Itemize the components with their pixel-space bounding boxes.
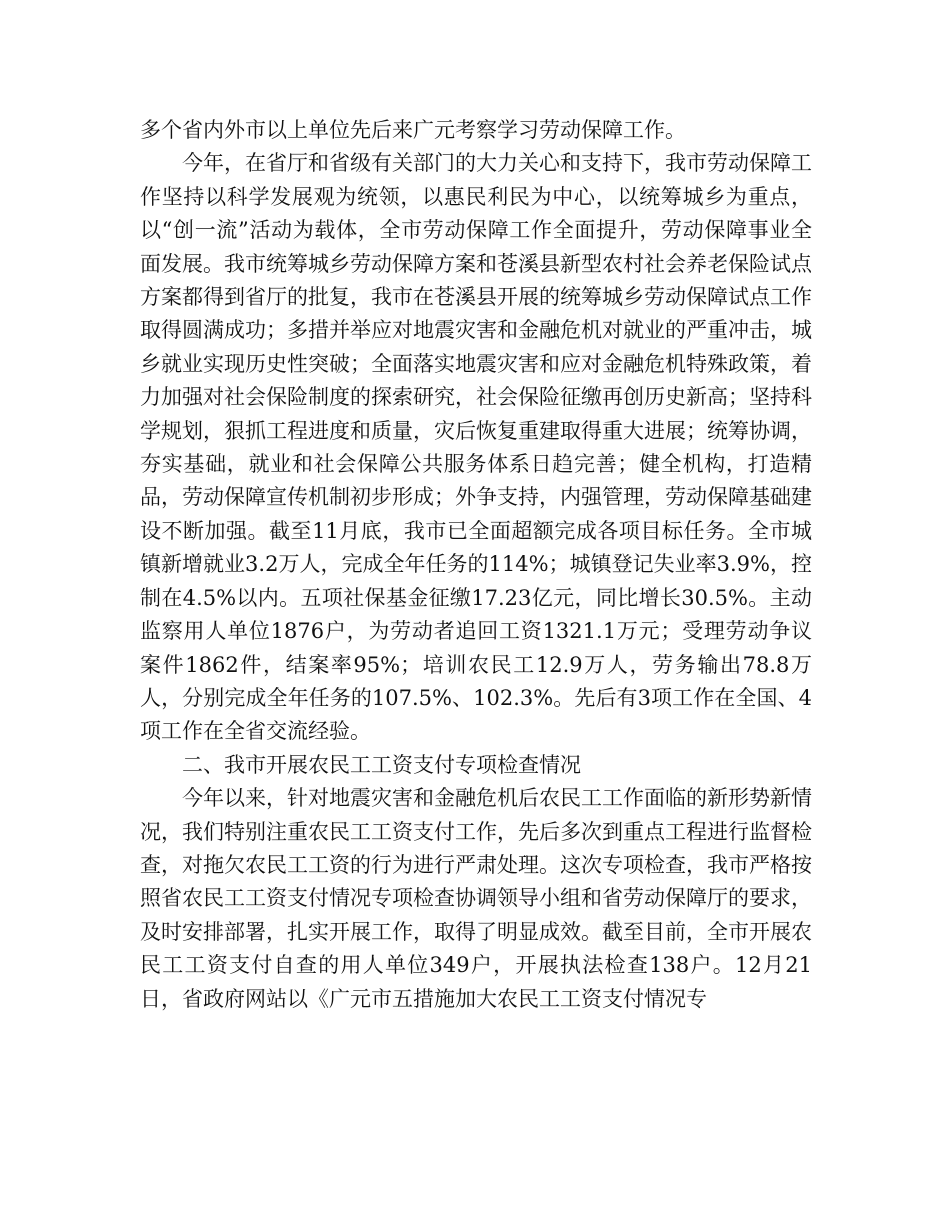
- paragraph-wage-inspection: 今年以来，针对地震灾害和金融危机后农民工工作面临的新形势新情况，我们特别注重农民工工资支付工作，先后多次到重点工程进行监督检查，对拖欠农民工工资的行为进行严肃处理。这次专项检查，我市严格按照省农民工工资支付情况专项检查协调领导小组和省劳动保障厅的要求，及时安排部署，扎实开展工作，取得了明显成效。截至目前，全市开展农民工工资支付自查的用人单位349户，开展执法检查138户。12月21日，省政府网站以《广元市五措施加大农民工工资支付情况专: [140, 786, 812, 1011]
- paragraph-annual-summary: 今年，在省厅和省级有关部门的大力关心和支持下，我市劳动保障工作坚持以科学发展观为统领，以惠民利民为中心，以统筹城乡为重点，以“创一流”活动为载体，全市劳动保障工作全面提升，劳动保障事业全面发展。我市统筹城乡劳动保障方案和苍溪县新型农村社会养老保险试点方案都得到省厅的批复，我市在苍溪县开展的统筹城乡劳动保障试点工作取得圆满成功；多措并举应对地震灾害和金融危机对就业的严重冲击，城乡就业实现历史性突破；全面落实地震灾害和应对金融危机特殊政策，着力加强对社会保险制度的探索研究，社会保险征缴再创历史新高；坚持科学规划，狠抓工程进度和质量，灾后恢复重建取得重大进展；统筹协调，夯实基础，就业和社会保障公共服务体系日趋完善；健全机构，打造精品，劳动保障宣传机制初步形成；外争支持，内强管理，劳动保障基础建设不断加强。截至11月底，我市已全面超额完成各项目标任务。全市城镇新增就业3.2万人，完成全年任务的114%；城镇登记失业率3.9%，控制在4.5%以内。五项社保基金征缴17.23亿元，同比增长30.5%。主动监察用人单位1876户，为劳动者追回工资1321.1万元；受理劳动争议案件1862件，结案率95%；培训农民工12.9万人，劳务输出78.8万人，分别完成全年任务的107.5%、102.3%。先后有3项工作在全国、4项工作在全省交流经验。: [140, 151, 812, 744]
- section-heading-wage-inspection: 二、我市开展农民工工资支付专项检查情况: [182, 752, 581, 777]
- document-page: [140, 114, 812, 1016]
- paragraph-intro-continuation: 多个省内外市以上单位先后来广元考察学习劳动保障工作。: [140, 118, 686, 142]
